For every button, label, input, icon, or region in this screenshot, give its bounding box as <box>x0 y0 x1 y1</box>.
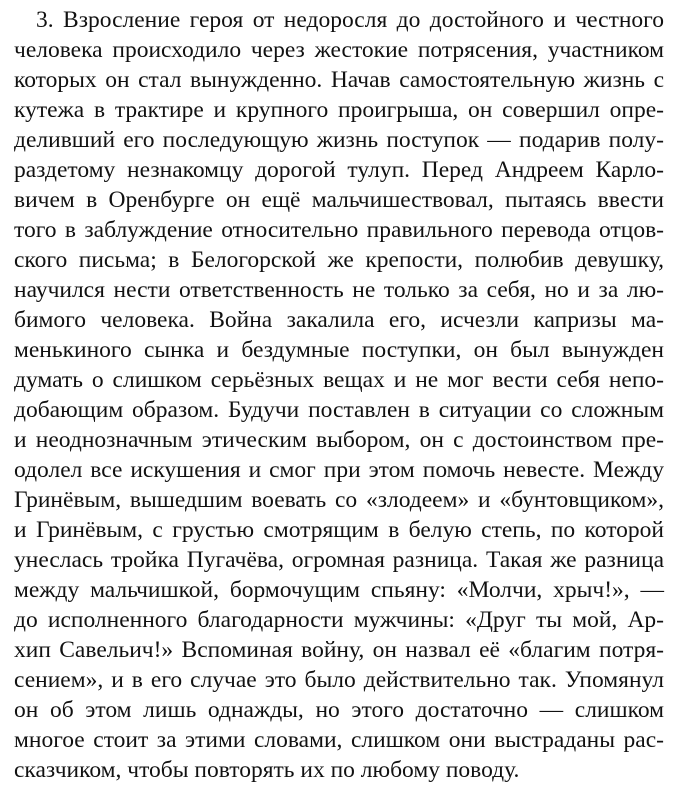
text-line: одолел все искушения и смог при этом помочь невесте. Между <box>14 457 664 483</box>
text-line: вичем в Оренбурге он ещё мальчишествовал, пытаясь ввести <box>14 187 664 213</box>
text-line: он об этом лишь однажды, но этого достаточно — слишком <box>14 697 664 723</box>
text-line: бимого человека. Война закалила его, исчезли капризы ма- <box>14 307 664 333</box>
text-line: хип Савельич!» Вспоминая войну, он назвал её «благим потря- <box>14 637 664 663</box>
text-line: которых он стал вынужденно. Начав самостоятельную жизнь с <box>14 67 664 93</box>
text-line: и неоднозначным этическим выбором, он с достоинством пре- <box>14 427 664 453</box>
text-line: многое стоит за этими словами, слишком они выстраданы рас- <box>14 727 664 753</box>
text-line: менькиного сынка и бездумные поступки, он был вынужден <box>14 337 664 363</box>
text-line: деливший его последующую жизнь поступок — подарив полу- <box>14 127 664 153</box>
text-line: раздетому незнакомцу дорогой тулуп. Перед Андреем Карло- <box>14 157 664 183</box>
text-line: унеслась тройка Пугачёва, огромная разница. Такая же разница <box>14 547 664 573</box>
text-line: до исполненного благодарности мужчины: «Друг ты мой, Ар- <box>14 607 664 633</box>
text-line: человека происходило через жестокие потрясения, участником <box>14 37 664 63</box>
text-line: думать о слишком серьёзных вещах и не мог вести себя непо- <box>14 367 664 393</box>
text-line: добающим образом. Будучи поставлен в ситуации со сложным <box>14 397 664 423</box>
text-line: научился нести ответственность не только за себя, но и за лю- <box>14 277 664 303</box>
text-line: 3. Взросление героя от недоросля до достойного и честного <box>36 7 664 33</box>
text-line: сением», и в его случае это было действительно так. Упомянул <box>14 667 664 693</box>
text-line: Гринёвым, вышедшим воевать со «злодеем» и «бунтовщиком», <box>14 487 664 513</box>
text-line: между мальчишкой, бормочущим спьяну: «Молчи, хрыч!», — <box>14 577 664 603</box>
text-line: ского письма; в Белогорской же крепости, полюбив девушку, <box>14 247 664 273</box>
text-line: кутежа в трактире и крупного проигрыша, он совершил опре- <box>14 97 664 123</box>
text-line: и Гринёвым, с грустью смотрящим в белую степь, по которой <box>14 517 664 543</box>
text-line: того в заблуждение относительно правильного перевода отцов- <box>14 217 664 243</box>
text-line: сказчиком, чтобы повторять их по любому поводу. <box>14 757 520 783</box>
